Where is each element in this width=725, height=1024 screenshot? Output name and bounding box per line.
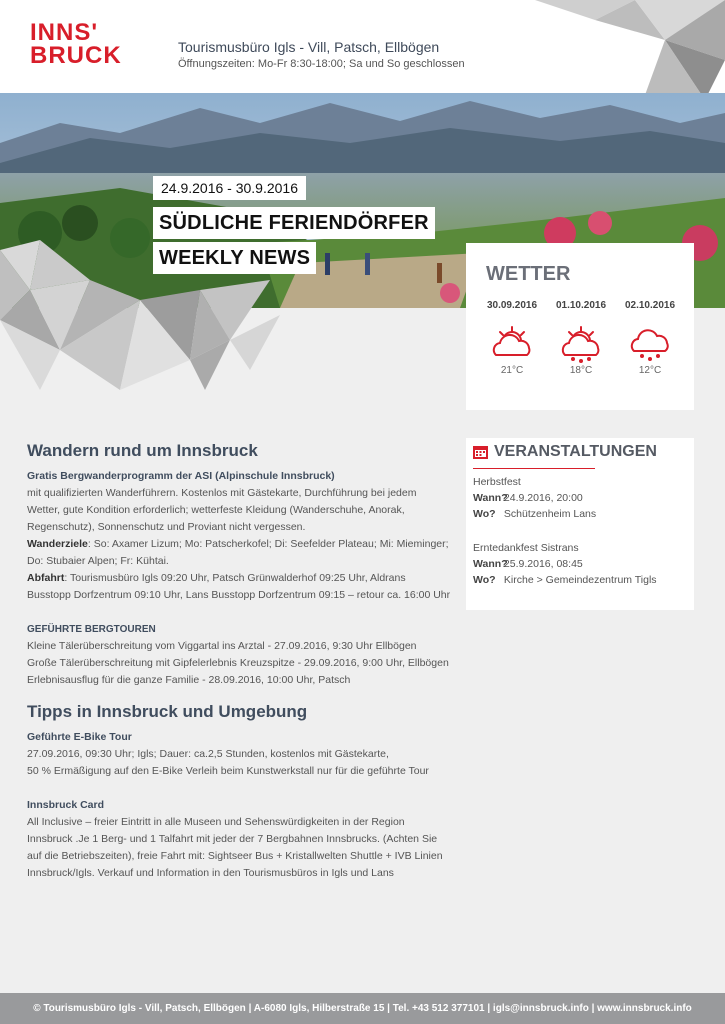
weather-card [466, 243, 694, 410]
hiking-subheading: Gratis Bergwanderprogramm der ASI (Alpinschule Innsbruck) [27, 470, 335, 482]
goals-label: Wanderziele [27, 538, 88, 550]
hiking-description: mit qualifizierten Wanderführern. Kostenlos mit Gästekarte, Durchführung bei jedem Wetter, gute Kondition erforderlich; wetterfeste Kleidung (Wanderschuhe, Anorak, Regenschutz), Sonnenschutz und Proviant nicht vergessen. [27, 487, 417, 533]
event-when: 24.9.2016, 20:00 [503, 492, 583, 504]
ebike-subheading: Geführte E-Bike Tour [27, 731, 132, 743]
weather-date: 02.10.2016 [624, 300, 676, 311]
partly-cloudy-rain-icon [477, 325, 547, 363]
page-footer: © Tourismusbüro Igls - Vill, Patsch, Ellbögen | A-6080 Igls, Hilberstraße 15 | Tel. +43 512 377101 | igls@innsbruck.info | www.innsbruck.info [0, 993, 725, 1024]
polygon-decoration-top [515, 0, 725, 100]
innsbruck-card-subheading: Innsbruck Card [27, 799, 105, 811]
logo-line-2: BRUCK [30, 41, 122, 69]
partly-cloudy-rain-icon [546, 325, 616, 363]
ebike-line: 27.09.2016, 09:30 Uhr; Igls; Dauer: ca.2,5 Stunden, kostenlos mit Gästekarte, [27, 748, 389, 760]
hiking-heading: Wandern rund um Innsbruck [27, 441, 258, 460]
event-when: 25.9.2016, 08:45 [503, 558, 583, 570]
newsletter-subtitle: WEEKLY NEWS [153, 242, 316, 274]
event-where: Kirche > Gemeindezentrum Tigls [503, 574, 657, 586]
event-item [473, 474, 596, 522]
event-where-label: Wo? [473, 574, 496, 586]
tour-item: Erlebnisausflug für die ganze Familie - 28.09.2016, 10:00 Uhr, Patsch [27, 674, 351, 686]
weather-temperature: 18°C [569, 365, 593, 376]
tour-item: Kleine Tälerüberschreitung vom Viggartal ins Arztal - 27.09.2016, 9:30 Uhr Ellbögen [27, 640, 417, 652]
calendar-icon [473, 446, 488, 459]
event-name: Erntedankfest Sistrans [473, 542, 579, 554]
cloud-rain-icon [615, 325, 685, 363]
events-card [466, 438, 694, 610]
tour-item: Große Tälerüberschreitung mit Gipfelerlebnis Kreuzspitze - 29.09.2016, 9:00 Uhr, Ellbögen [27, 657, 449, 669]
events-title-underline [473, 468, 595, 469]
page-header [0, 0, 725, 95]
goals-text: : So: Axamer Lizum; Mo: Patscherkofel; Di: Seefelder Plateau; Mi: Mieminger; Do: Stubaier Alpen; Fr: Kühtai. [27, 538, 449, 567]
weather-day [546, 300, 616, 376]
weather-date: 01.10.2016 [555, 300, 607, 311]
guided-tours-heading: GEFÜHRTE BERGTOUREN [27, 624, 156, 635]
weather-day [615, 300, 685, 376]
event-name: Herbstfest [473, 476, 521, 488]
innsbruck-card-text: All Inclusive – freier Eintritt in alle Museen und Sehenswürdigkeiten in der Region Innsbruck .Je 1 Berg- und 1 Talfahrt mit jeder der 7 Bergbahnen Innsbrucks. (Achten Sie auf die Betriebszeiten), freie Fahrt mit: Sightseer Bus + Kristallwelten Shuttle + IVB Linien Innsbruck/Igls. Verkauf und Information in den Tourismusbüros in Igls und Lans [27, 816, 443, 879]
departure-label: Abfahrt [27, 572, 65, 584]
weather-temperature: 12°C [638, 365, 662, 376]
weather-date: 30.09.2016 [486, 300, 538, 311]
date-range: 24.9.2016 - 30.9.2016 [153, 176, 306, 200]
weather-day [477, 300, 547, 376]
departure-text: : Tourismusbüro Igls 09:20 Uhr, Patsch Grünwalderhof 09:25 Uhr, Aldrans Busstopp Dorfzentrum 09:10 Uhr, Lans Busstopp Dorfzentrum 09:15 – retour ca. 16:00 Uhr [27, 572, 451, 601]
organization-title: Tourismusbüro Igls - Vill, Patsch, Ellbögen [178, 39, 440, 55]
weather-temperature: 21°C [500, 365, 524, 376]
event-item [473, 540, 657, 588]
event-where-label: Wo? [473, 508, 496, 520]
event-when-label: Wann? [473, 558, 508, 570]
logo-line-1: INNS' [30, 19, 99, 46]
ebike-line: 50 % Ermäßigung auf den E-Bike Verleih beim Kunstwerkstall nur für die geführte Tour [27, 765, 429, 777]
hiking-departure [27, 570, 452, 604]
events-title: VERANSTALTUNGEN [494, 443, 657, 460]
hiking-goals [27, 536, 452, 570]
innsbruck-logo [30, 19, 130, 69]
weather-title: WETTER [486, 263, 571, 285]
opening-hours: Öffnungszeiten: Mo-Fr 8:30-18:00; Sa und So geschlossen [178, 58, 465, 70]
event-where: Schützenheim Lans [503, 508, 597, 520]
main-content [27, 440, 452, 882]
newsletter-title: SÜDLICHE FERIENDÖRFER [153, 207, 435, 239]
tips-heading: Tipps in Innsbruck und Umgebung [27, 702, 308, 721]
event-when-label: Wann? [473, 492, 508, 504]
